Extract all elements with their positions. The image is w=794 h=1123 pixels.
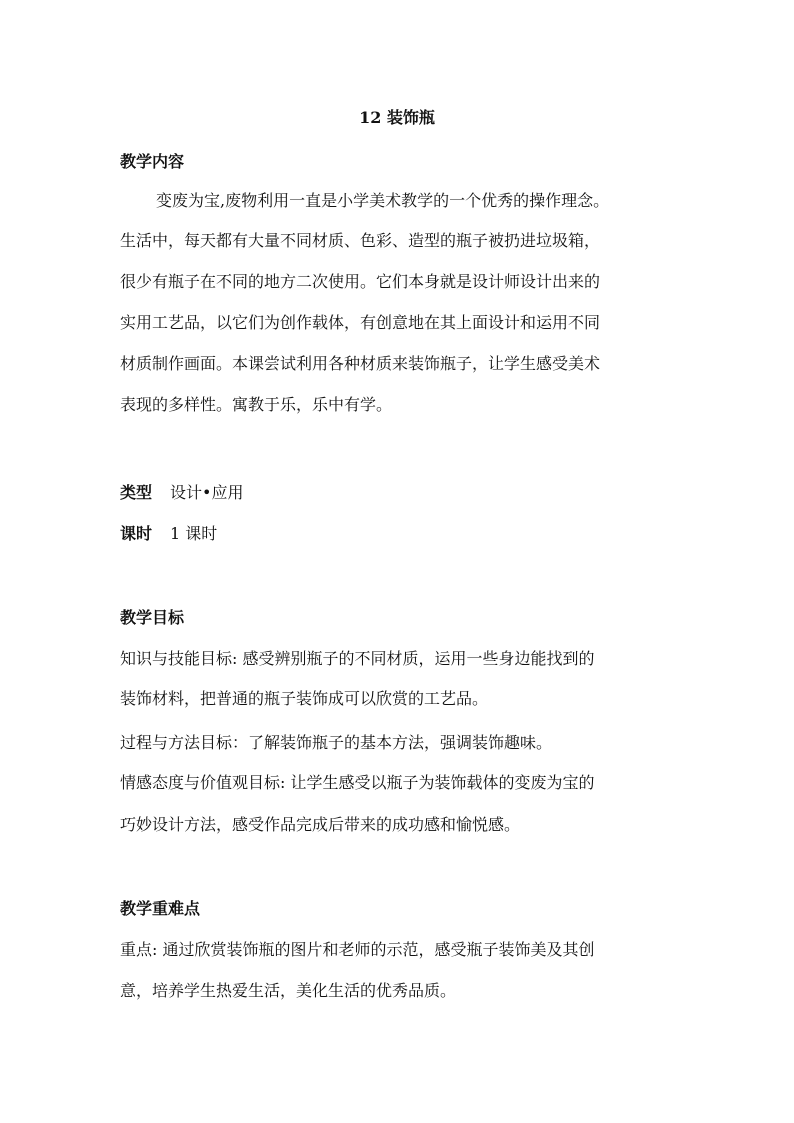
paragraph-line: 生活中，每天都有大量不同材质、色彩、造型的瓶子被扔进垃圾箱， (120, 231, 601, 250)
paragraph-line: 巧妙设计方法，感受作品完成后带来的成功感和愉悦感。 (120, 815, 521, 834)
paragraph-line: 表现的多样性。寓教于乐，乐中有学。 (120, 395, 393, 414)
page-title: 12 装饰瓶 (359, 108, 435, 127)
paragraph-line: 意，培养学生热爱生活，美化生活的优秀品质。 (120, 981, 457, 1000)
paragraph-line: 变废为宝,废物利用一直是小学美术教学的一个优秀的操作理念。 (156, 191, 610, 210)
type-value: 设计•应用 (170, 483, 244, 502)
paragraph-line: 实用工艺品，以它们为创作载体，有创意地在其上面设计和运用不同 (120, 313, 601, 332)
paragraph-line: 知识与技能目标: 感受辨别瓶子的不同材质，运用一些身边能找到的 (120, 649, 595, 668)
section-heading-teaching-goals: 教学目标 (120, 608, 185, 627)
paragraph-line: 重点: 通过欣赏装饰瓶的图片和老师的示范，感受瓶子装饰美及其创 (120, 940, 595, 959)
paragraph-line: 过程与方法目标：了解装饰瓶子的基本方法，强调装饰趣味。 (120, 733, 553, 752)
paragraph-line: 很少有瓶子在不同的地方二次使用。它们本身就是设计师设计出来的 (120, 272, 601, 291)
section-heading-teaching-content: 教学内容 (120, 152, 185, 171)
period-value: 1 课时 (170, 524, 218, 543)
paragraph-line: 情感态度与价值观目标: 让学生感受以瓶子为装饰载体的变废为宝的 (120, 773, 595, 792)
paragraph-line: 材质制作画面。本课尝试利用各种材质来装饰瓶子，让学生感受美术 (120, 354, 601, 373)
period-label: 课时 (120, 524, 153, 543)
paragraph-line: 装饰材料，把普通的瓶子装饰成可以欣赏的工艺品。 (120, 689, 489, 708)
period-row (120, 522, 217, 546)
type-label: 类型 (120, 483, 153, 502)
type-row (120, 481, 243, 505)
section-heading-key-points: 教学重难点 (120, 899, 201, 918)
